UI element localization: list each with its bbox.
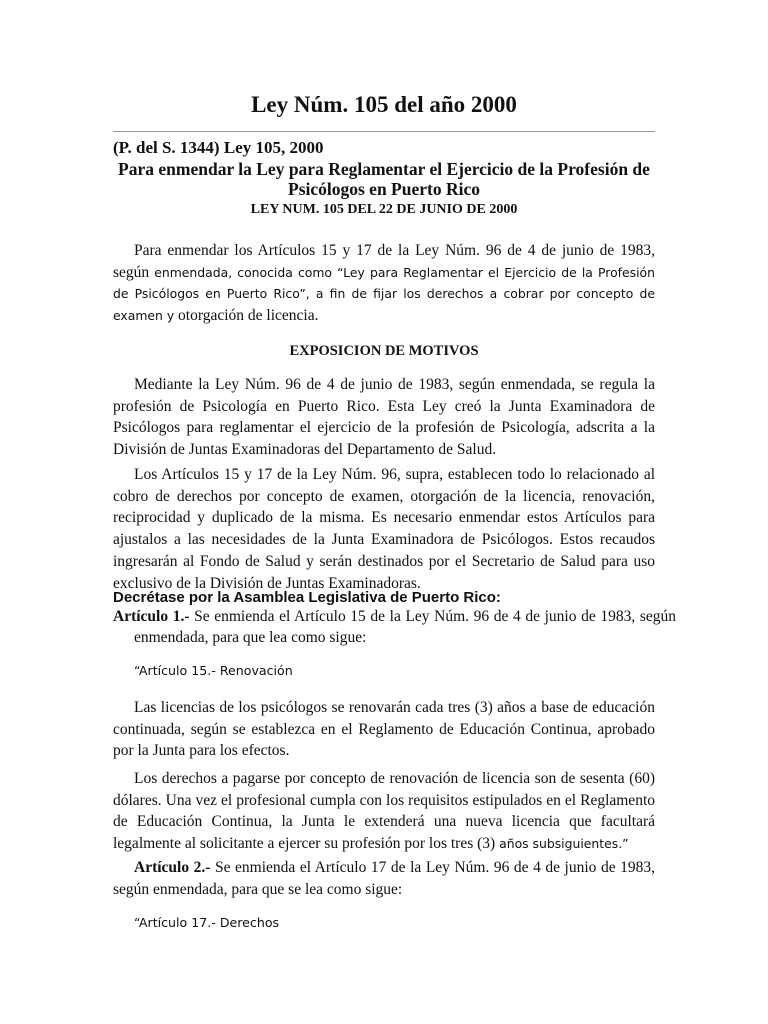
article-15-paragraph-1: Las licencias de los psicólogos se renovarán cada tres (3) años a base de educación continuada, según se establezca en el Reglamento de Educación Continua, aprobado por la Junta para los efectos.: [113, 699, 655, 760]
article-17-heading: “Artículo 17.- Derechos: [134, 915, 280, 930]
page-title: Ley Núm. 105 del año 2000: [251, 92, 517, 117]
article-1: [113, 607, 676, 648]
law-subtitle-line-1: Para enmendar la Ley para Reglamentar el Ejercicio de la Profesión de: [118, 159, 650, 179]
article-2-label: Artículo 2.-: [134, 859, 211, 876]
intro-paragraph: [113, 240, 655, 327]
motives-paragraph-1: Mediante la Ley Núm. 96 de 4 de junio de 1983, según enmendada, se regula la profesión de Psicología en Puerto Rico. Esta Ley creó la Junta Examinadora de Psicólogos para reglamentar el ejercicio de la profesión de Psicología, adscrita a la División de Juntas Examinadoras del Departamento de Salud.: [113, 376, 655, 459]
motives-paragraph-2: Los Artículos 15 y 17 de la Ley Núm. 96, supra, establecen todo lo relacionado al cobro de derechos por concepto de examen, otorgación de la licencia, renovación, reciprocidad y duplicado de la misma. Es necesario enmendar estos Artículos para ajustalos a las necesidades de la Junta Examinadora de Psicólogos. Estos recaudos ingresarán al Fondo de Salud y serán destinados por el Secretario de Salud para uso exclusivo de la División de Juntas Examinadoras.: [113, 466, 655, 592]
motives-heading: EXPOSICION DE MOTIVOS: [289, 343, 479, 359]
law-subtitle: [113, 159, 655, 199]
article-15-paragraph-2-end: años subsiguientes.”: [495, 836, 629, 852]
intro-text-middle: enmendada, conocida como “Ley para Reglamentar el Ejercicio de la Profesión de Psicólogos en Puerto Rico”, a fin de fijar los derechos a cobrar por concepto de examen y: [113, 264, 655, 324]
article-1-label: Artículo 1.-: [113, 608, 190, 625]
article-15-paragraph-2-text: Los derechos a pagarse por concepto de renovación de licencia son de sesenta (60) dólares. Una vez el profesional cumpla con los requisitos estipulados en el Reglamento de Educación Continua, la Junta le extenderá una nueva licencia que facultará legalmente al solicitante a ejercer su profesión por los tres (3): [113, 770, 655, 853]
article-15-heading: “Artículo 15.- Renovación: [134, 663, 293, 678]
title-divider: [113, 131, 655, 132]
bill-reference: (P. del S. 1344) Ley 105, 2000: [113, 138, 324, 157]
decree-heading: Decrétase por la Asamblea Legislativa de Puerto Rico:: [113, 589, 501, 606]
article-2: [113, 857, 655, 900]
intro-text-end: otorgación de licencia.: [178, 307, 319, 325]
law-subtitle-line-2: Psicólogos en Puerto Rico: [288, 179, 480, 199]
article-15-paragraph-2: [113, 768, 655, 855]
law-date: LEY NUM. 105 DEL 22 DE JUNIO DE 2000: [250, 202, 518, 217]
article-1-text: Se enmienda el Artículo 15 de la Ley Núm. 96 de 4 de junio de 1983, según enmendada, para que lea como sigue:: [134, 608, 676, 646]
intro-text-start: Para enmendar los Artículos 15 y 17 de la Ley Núm. 96 de 4 de junio de 1983, según: [113, 242, 655, 281]
article-2-text: Se enmienda el Artículo 17 de la Ley Núm. 96 de 4 de junio de 1983, según enmendada, para que se lea como sigue:: [113, 859, 656, 898]
